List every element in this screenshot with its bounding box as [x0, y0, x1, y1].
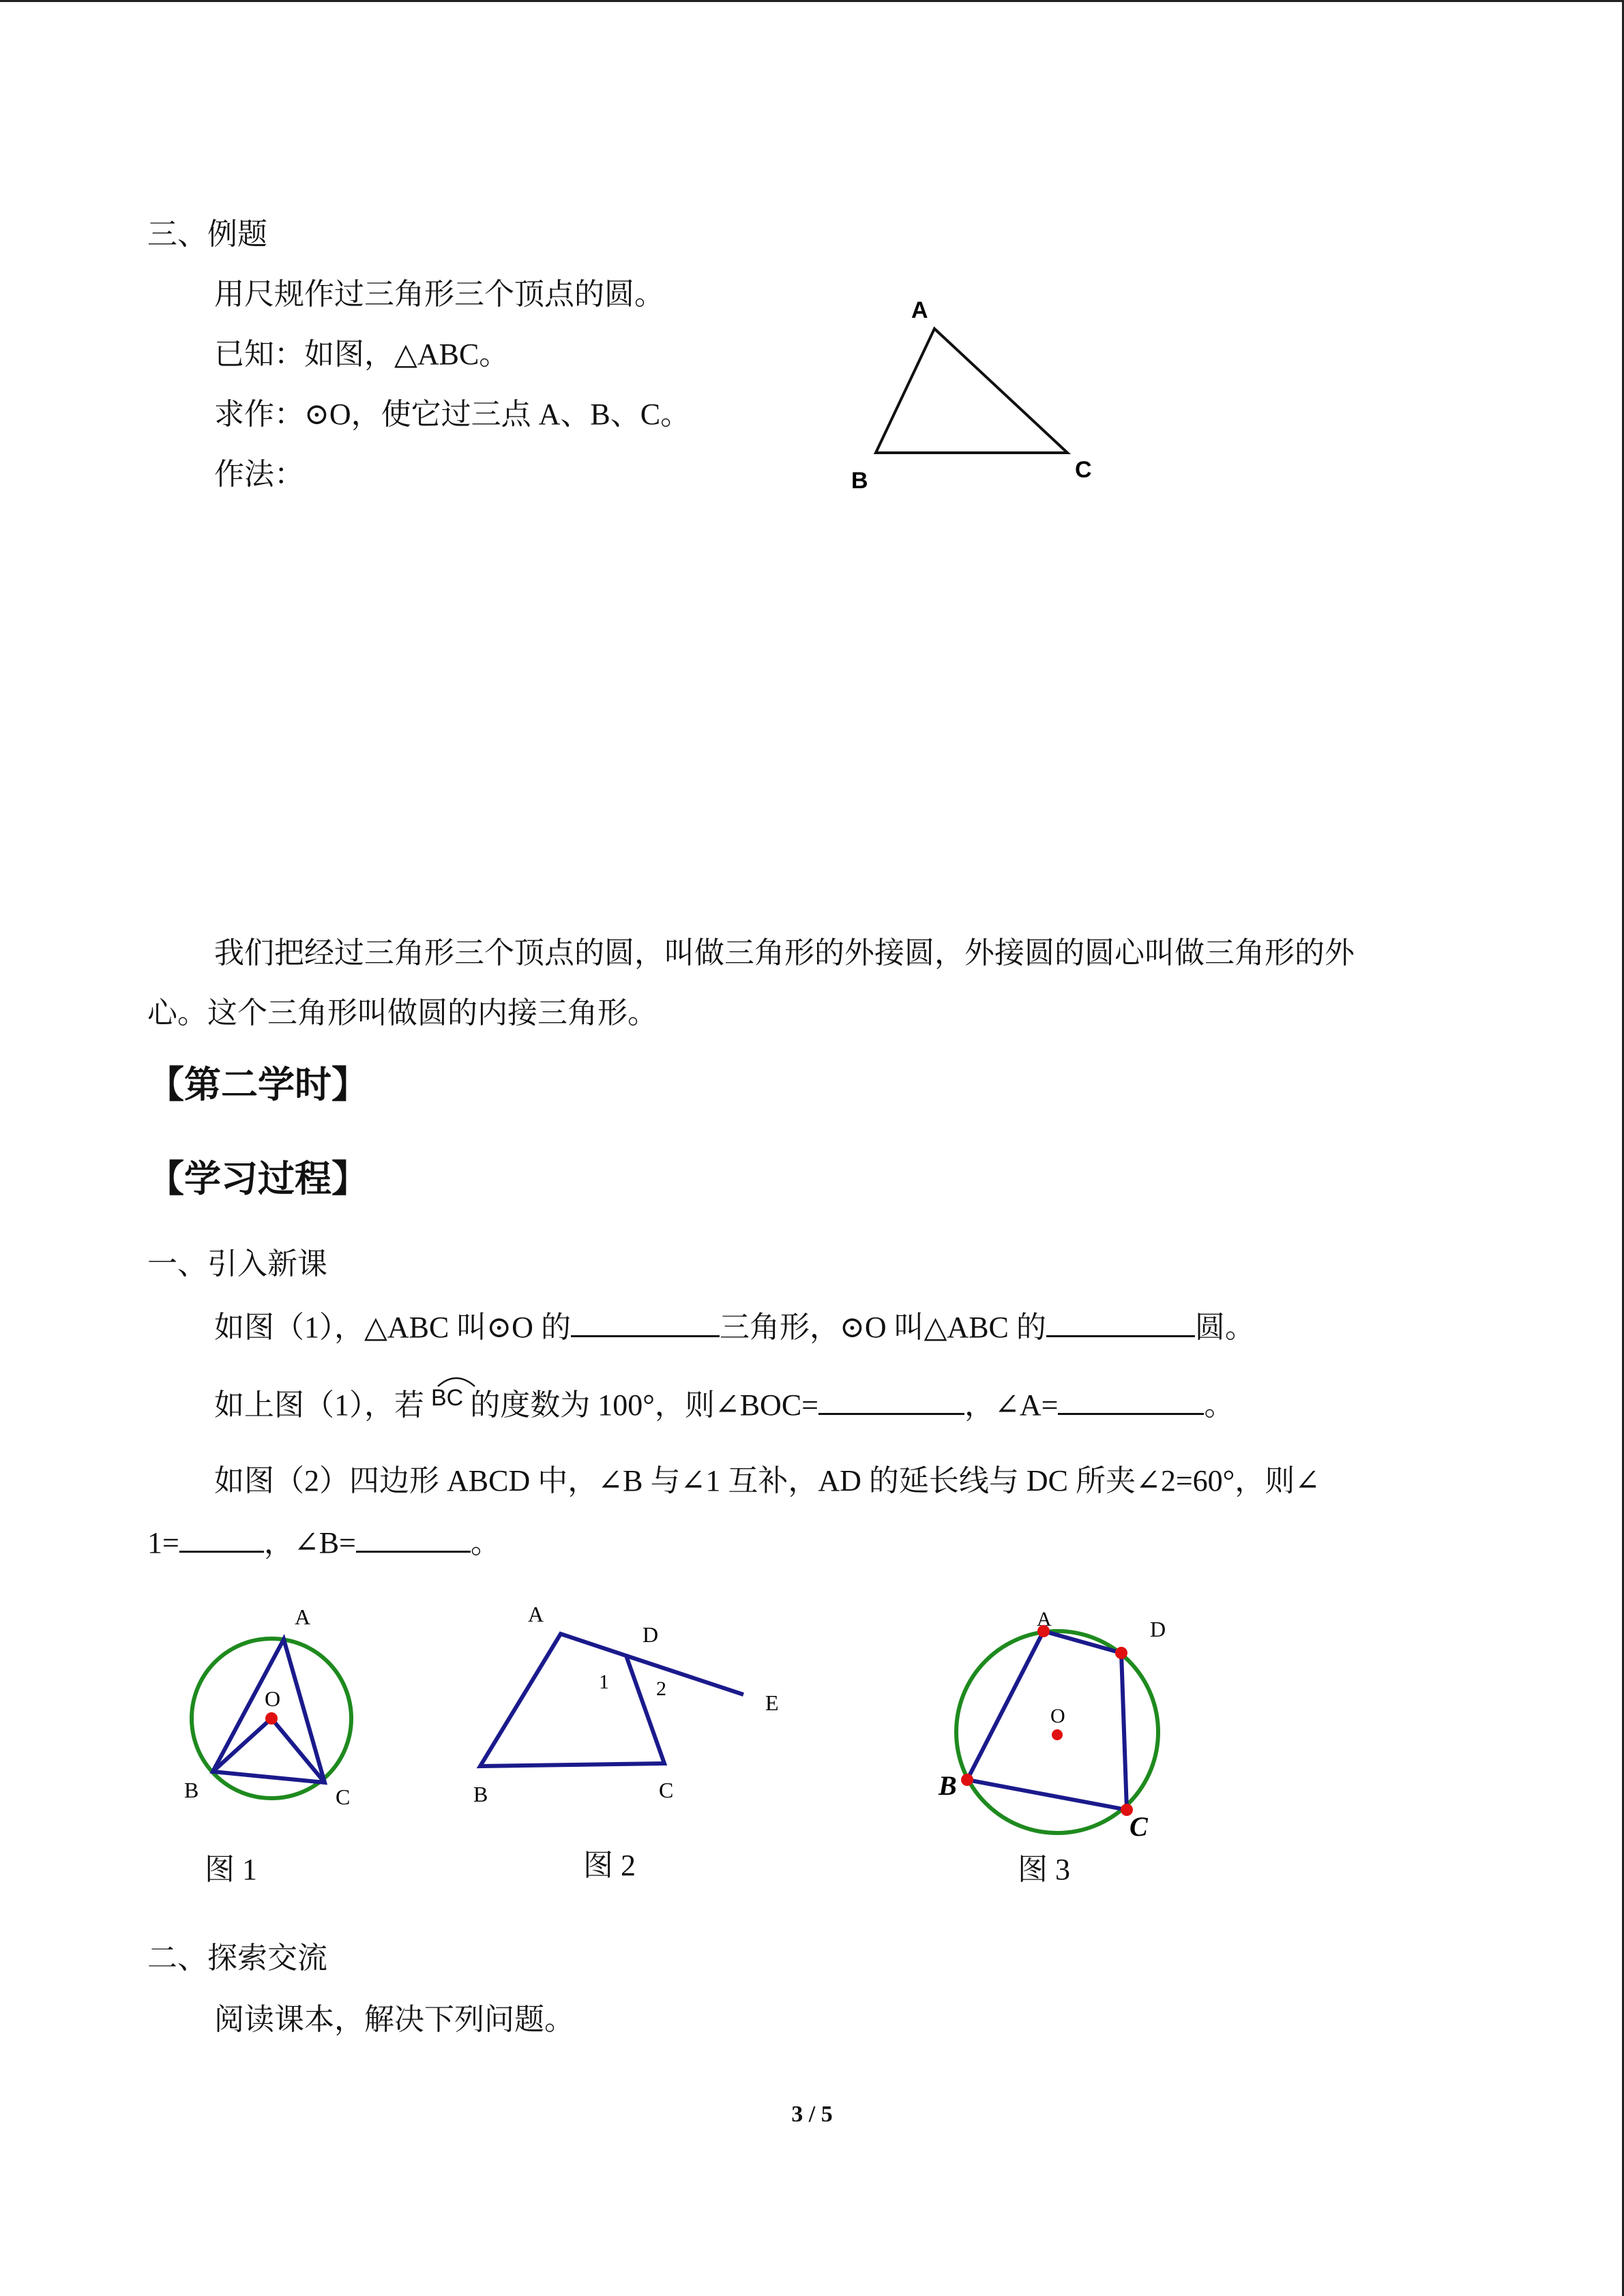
q2-blank-2[interactable] — [1058, 1383, 1204, 1415]
q2-part2: 的度数为 100°，则∠BOC= — [470, 1388, 818, 1422]
section1-heading: 一、引入新课 — [147, 1247, 327, 1281]
fig1-label-b: B — [184, 1778, 199, 1802]
fig1-label-c: C — [336, 1785, 351, 1809]
q3-part3: 。 — [470, 1526, 501, 1560]
q3-blank-2[interactable] — [356, 1521, 471, 1553]
fig2-caption: 图 2 — [583, 1849, 636, 1882]
fig3-center-point — [1052, 1729, 1063, 1740]
triangle-abc — [876, 329, 1067, 453]
q2-blank-1[interactable] — [818, 1383, 964, 1415]
fig1-segment-ob — [213, 1718, 271, 1772]
q3-blank-1[interactable] — [179, 1521, 264, 1553]
fig2-extension-de — [626, 1656, 743, 1695]
heading-second-period: 【第二学时】 — [147, 1063, 368, 1106]
fig3-label-c: C — [1130, 1811, 1148, 1841]
fig2-label-angle2: 2 — [656, 1678, 666, 1700]
fig3-label-b: B — [939, 1770, 957, 1801]
top-border — [0, 0, 1624, 2]
fig3-label-o: O — [1050, 1705, 1065, 1727]
question-1 — [214, 1305, 1255, 1348]
fig3-label-d: D — [1150, 1617, 1166, 1641]
section2-line1: 阅读课本，解决下列问题。 — [214, 2003, 574, 2036]
fig2-label-b: B — [473, 1782, 488, 1806]
page-number: 3 / 5 — [791, 2102, 833, 2127]
figure-2 — [464, 1596, 818, 1821]
section3-heading: 三、例题 — [147, 218, 267, 251]
heading-process: 【学习过程】 — [147, 1157, 368, 1200]
section3-line2: 已知：如图，△ABC。 — [214, 338, 510, 371]
question-3-line2 — [147, 1521, 501, 1564]
definition-line2: 心。这个三角形叫做圆的内接三角形。 — [147, 996, 658, 1030]
arc-bc — [431, 1385, 463, 1428]
fig3-point-d — [1115, 1647, 1127, 1659]
section3-line4: 作法： — [214, 458, 304, 491]
fig1-label-o: O — [265, 1686, 281, 1711]
triangle-label-a: A — [911, 297, 928, 323]
figure-3 — [928, 1596, 1200, 1841]
fig3-label-a: A — [1037, 1608, 1052, 1630]
section3-line3: 求作：⊙O，使它过三点 A、B、C。 — [214, 398, 691, 431]
fig1-center-point — [265, 1712, 278, 1725]
q1-part1: 如图（1），△ABC 叫⊙O 的 — [214, 1311, 571, 1344]
triangle-abc-figure — [832, 293, 1119, 498]
fig3-caption: 图 3 — [1018, 1853, 1070, 1886]
q1-part3: 圆。 — [1194, 1311, 1255, 1344]
figure-1 — [164, 1589, 389, 1814]
section3-line1: 用尺规作过三角形三个顶点的圆。 — [214, 278, 664, 311]
fig2-label-angle1: 1 — [599, 1671, 609, 1693]
definition-line1: 我们把经过三角形三个顶点的圆，叫做三角形的外接圆，外接圆的圆心叫做三角形的外 — [214, 936, 1355, 970]
fig2-quadrilateral — [480, 1634, 664, 1766]
question-3-line1: 如图（2）四边形 ABCD 中，∠B 与∠1 互补，AD 的延长线与 DC 所夹∠2=60°，则∠ — [214, 1464, 1320, 1497]
section2-heading: 二、探索交流 — [147, 1941, 327, 1975]
fig2-label-e: E — [765, 1690, 779, 1715]
q3-part1: 1= — [147, 1526, 179, 1560]
fig2-label-d: D — [643, 1622, 659, 1647]
fig3-point-b — [961, 1774, 973, 1786]
triangle-label-b: B — [851, 468, 868, 494]
fig1-label-a: A — [295, 1605, 311, 1629]
q3-part2: ，∠B= — [263, 1526, 356, 1560]
fig2-label-c: C — [659, 1778, 674, 1802]
triangle-label-c: C — [1075, 457, 1092, 483]
q1-blank-2[interactable] — [1046, 1305, 1195, 1337]
q2-part4: 。 — [1204, 1388, 1235, 1422]
arc-label: BC — [431, 1385, 464, 1411]
q1-part2: 三角形，⊙O 叫△ABC 的 — [719, 1311, 1046, 1344]
q1-blank-1[interactable] — [571, 1305, 720, 1337]
fig2-label-a: A — [528, 1602, 544, 1626]
question-2 — [214, 1383, 1234, 1428]
fig1-caption: 图 1 — [205, 1853, 257, 1886]
q2-part1: 如上图（1），若 — [214, 1388, 424, 1422]
q2-part3: ，∠A= — [964, 1388, 1059, 1422]
